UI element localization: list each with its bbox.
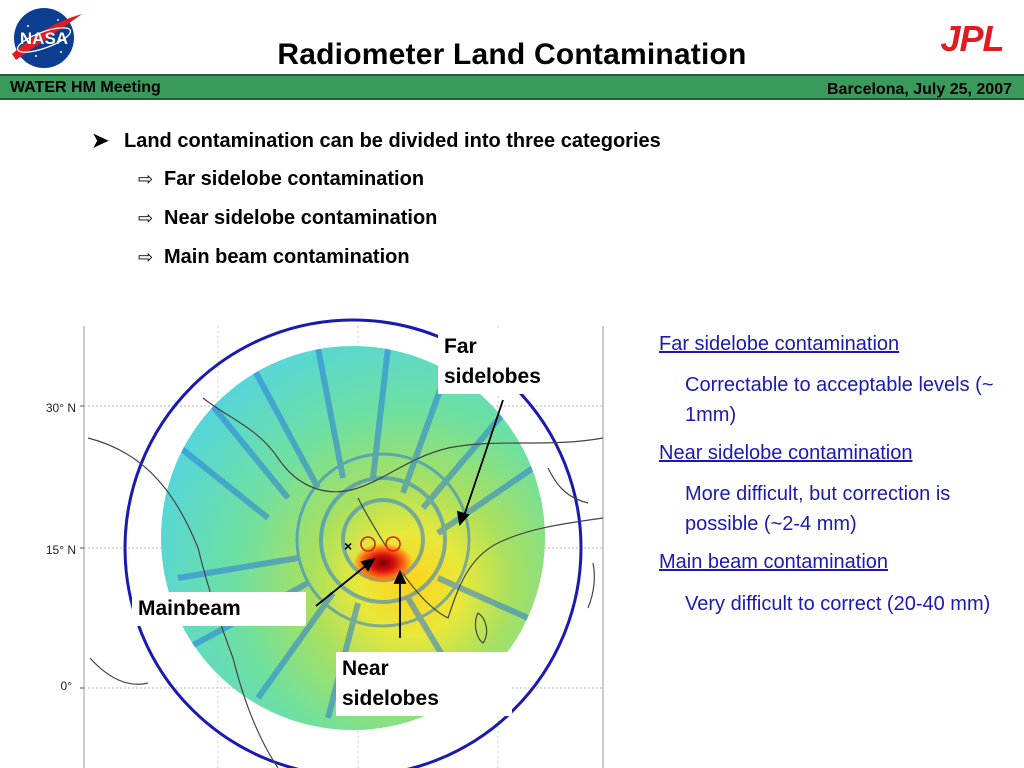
meeting-name: WATER HM Meeting (10, 79, 161, 96)
category-heading[interactable]: Far sidelobe contamination (659, 333, 900, 355)
sub-bullet-text: Far sidelobe contamination (164, 168, 425, 190)
nasa-logo-text: NASA (19, 29, 69, 48)
sub-arrow-icon: ⇨ (138, 208, 154, 228)
near-sidelobes-line: sidelobes (342, 687, 439, 710)
sub-bullet (138, 168, 424, 191)
sub-bullet-text: Near sidelobe contamination (164, 207, 438, 229)
sub-arrow-icon: ⇨ (138, 169, 154, 189)
sub-bullet (138, 246, 410, 269)
bullet-arrow-icon: ➤ (92, 130, 109, 152)
category-heading[interactable]: Near sidelobe contamination (659, 442, 913, 464)
near-sidelobes-label (336, 652, 512, 716)
category-description: More difficult, but correction is possible (~2-4 mm) (685, 483, 951, 535)
mainbeam-label: Mainbeam (132, 592, 306, 626)
lat-label: 15° N (45, 543, 76, 557)
main-bullet (92, 128, 661, 153)
far-sidelobes-line: Far (444, 335, 477, 358)
far-sidelobes-line: sidelobes (444, 365, 541, 388)
sub-bullet-text: Main beam contamination (164, 246, 410, 268)
meeting-location-date: Barcelona, July 25, 2007 (827, 81, 1012, 98)
lat-label: 0° (60, 679, 72, 693)
jpl-logo-text: JPL (940, 22, 1004, 54)
near-sidelobes-line: Near (342, 657, 389, 680)
category-description: Very difficult to correct (20-40 mm) (685, 593, 991, 615)
category-heading[interactable]: Main beam contamination (659, 551, 889, 573)
jpl-logo (922, 22, 1022, 54)
subsatellite-marker: × (344, 538, 353, 554)
category-description: Correctable to acceptable levels (~ 1mm) (685, 374, 994, 426)
main-bullet-text: Land contamination can be divided into three categories (124, 130, 661, 152)
page-title: Radiometer Land Contamination (277, 38, 747, 71)
lat-label: 30° N (45, 401, 76, 415)
far-sidelobes-label (438, 330, 547, 394)
sub-arrow-icon: ⇨ (138, 247, 154, 267)
sub-bullet (138, 207, 437, 230)
